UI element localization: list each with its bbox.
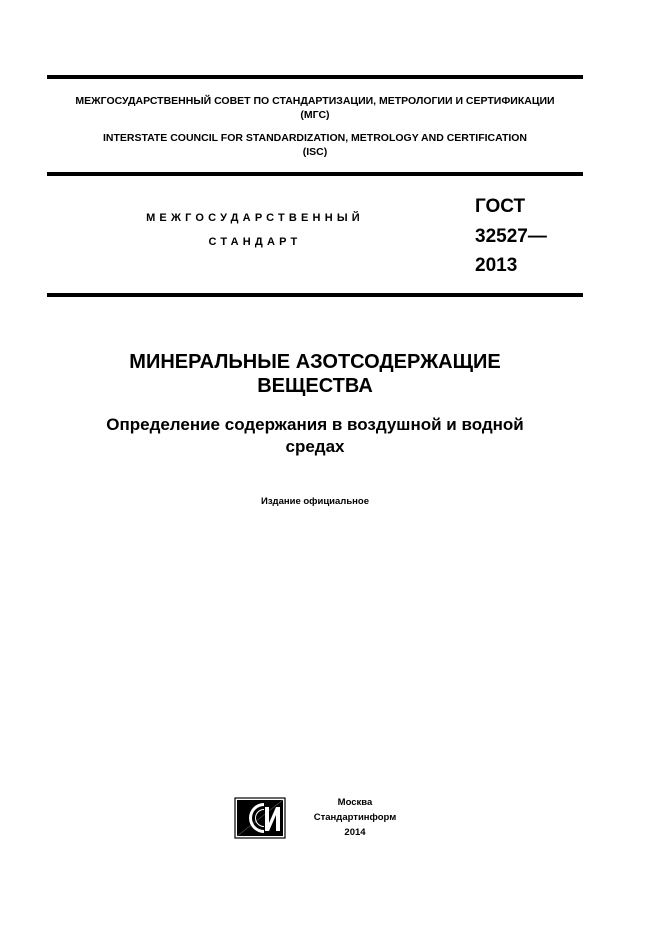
gost-number: 32527— (475, 226, 547, 247)
bottom-rule (47, 293, 583, 297)
council-en-name: INTERSTATE COUNCIL FOR STANDARDIZATION, METROLOGY AND CERTIFICATION (102, 132, 528, 144)
standartinform-logo-icon (234, 797, 286, 839)
council-en-abbr: (ISC) (302, 146, 328, 158)
main-title-line1: МИНЕРАЛЬНЫЕ АЗОТСОДЕРЖАЩИЕ (129, 351, 501, 373)
subtitle-line1: Определение содержания в воздушной и водной (106, 415, 524, 434)
subtitle-line2: средах (285, 437, 345, 456)
subtitle (47, 414, 583, 458)
council-en-block (47, 131, 583, 159)
edition-label: Издание официальное (261, 496, 369, 507)
gost-year: 2013 (475, 255, 518, 276)
top-rule (47, 75, 583, 79)
main-title-line2: ВЕЩЕСТВА (257, 375, 373, 397)
middle-rule (47, 172, 583, 176)
publisher-year: 2014 (344, 827, 366, 838)
interstate-line2: СТАНДАРТ (208, 236, 302, 248)
publisher-city: Москва (337, 797, 373, 808)
council-ru-abbr: (МГС) (300, 109, 330, 121)
publisher-name: Стандартинформ (313, 812, 397, 823)
main-title (47, 350, 583, 398)
interstate-line1: МЕЖГОСУДАРСТВЕННЫЙ (146, 212, 364, 224)
gost-label: ГОСТ (475, 196, 526, 217)
council-ru-name: МЕЖГОСУДАРСТВЕННЫЙ СОВЕТ ПО СТАНДАРТИЗАЦИИ, МЕТРОЛОГИИ И СЕРТИФИКАЦИИ (75, 95, 555, 107)
council-ru-block (47, 94, 583, 122)
